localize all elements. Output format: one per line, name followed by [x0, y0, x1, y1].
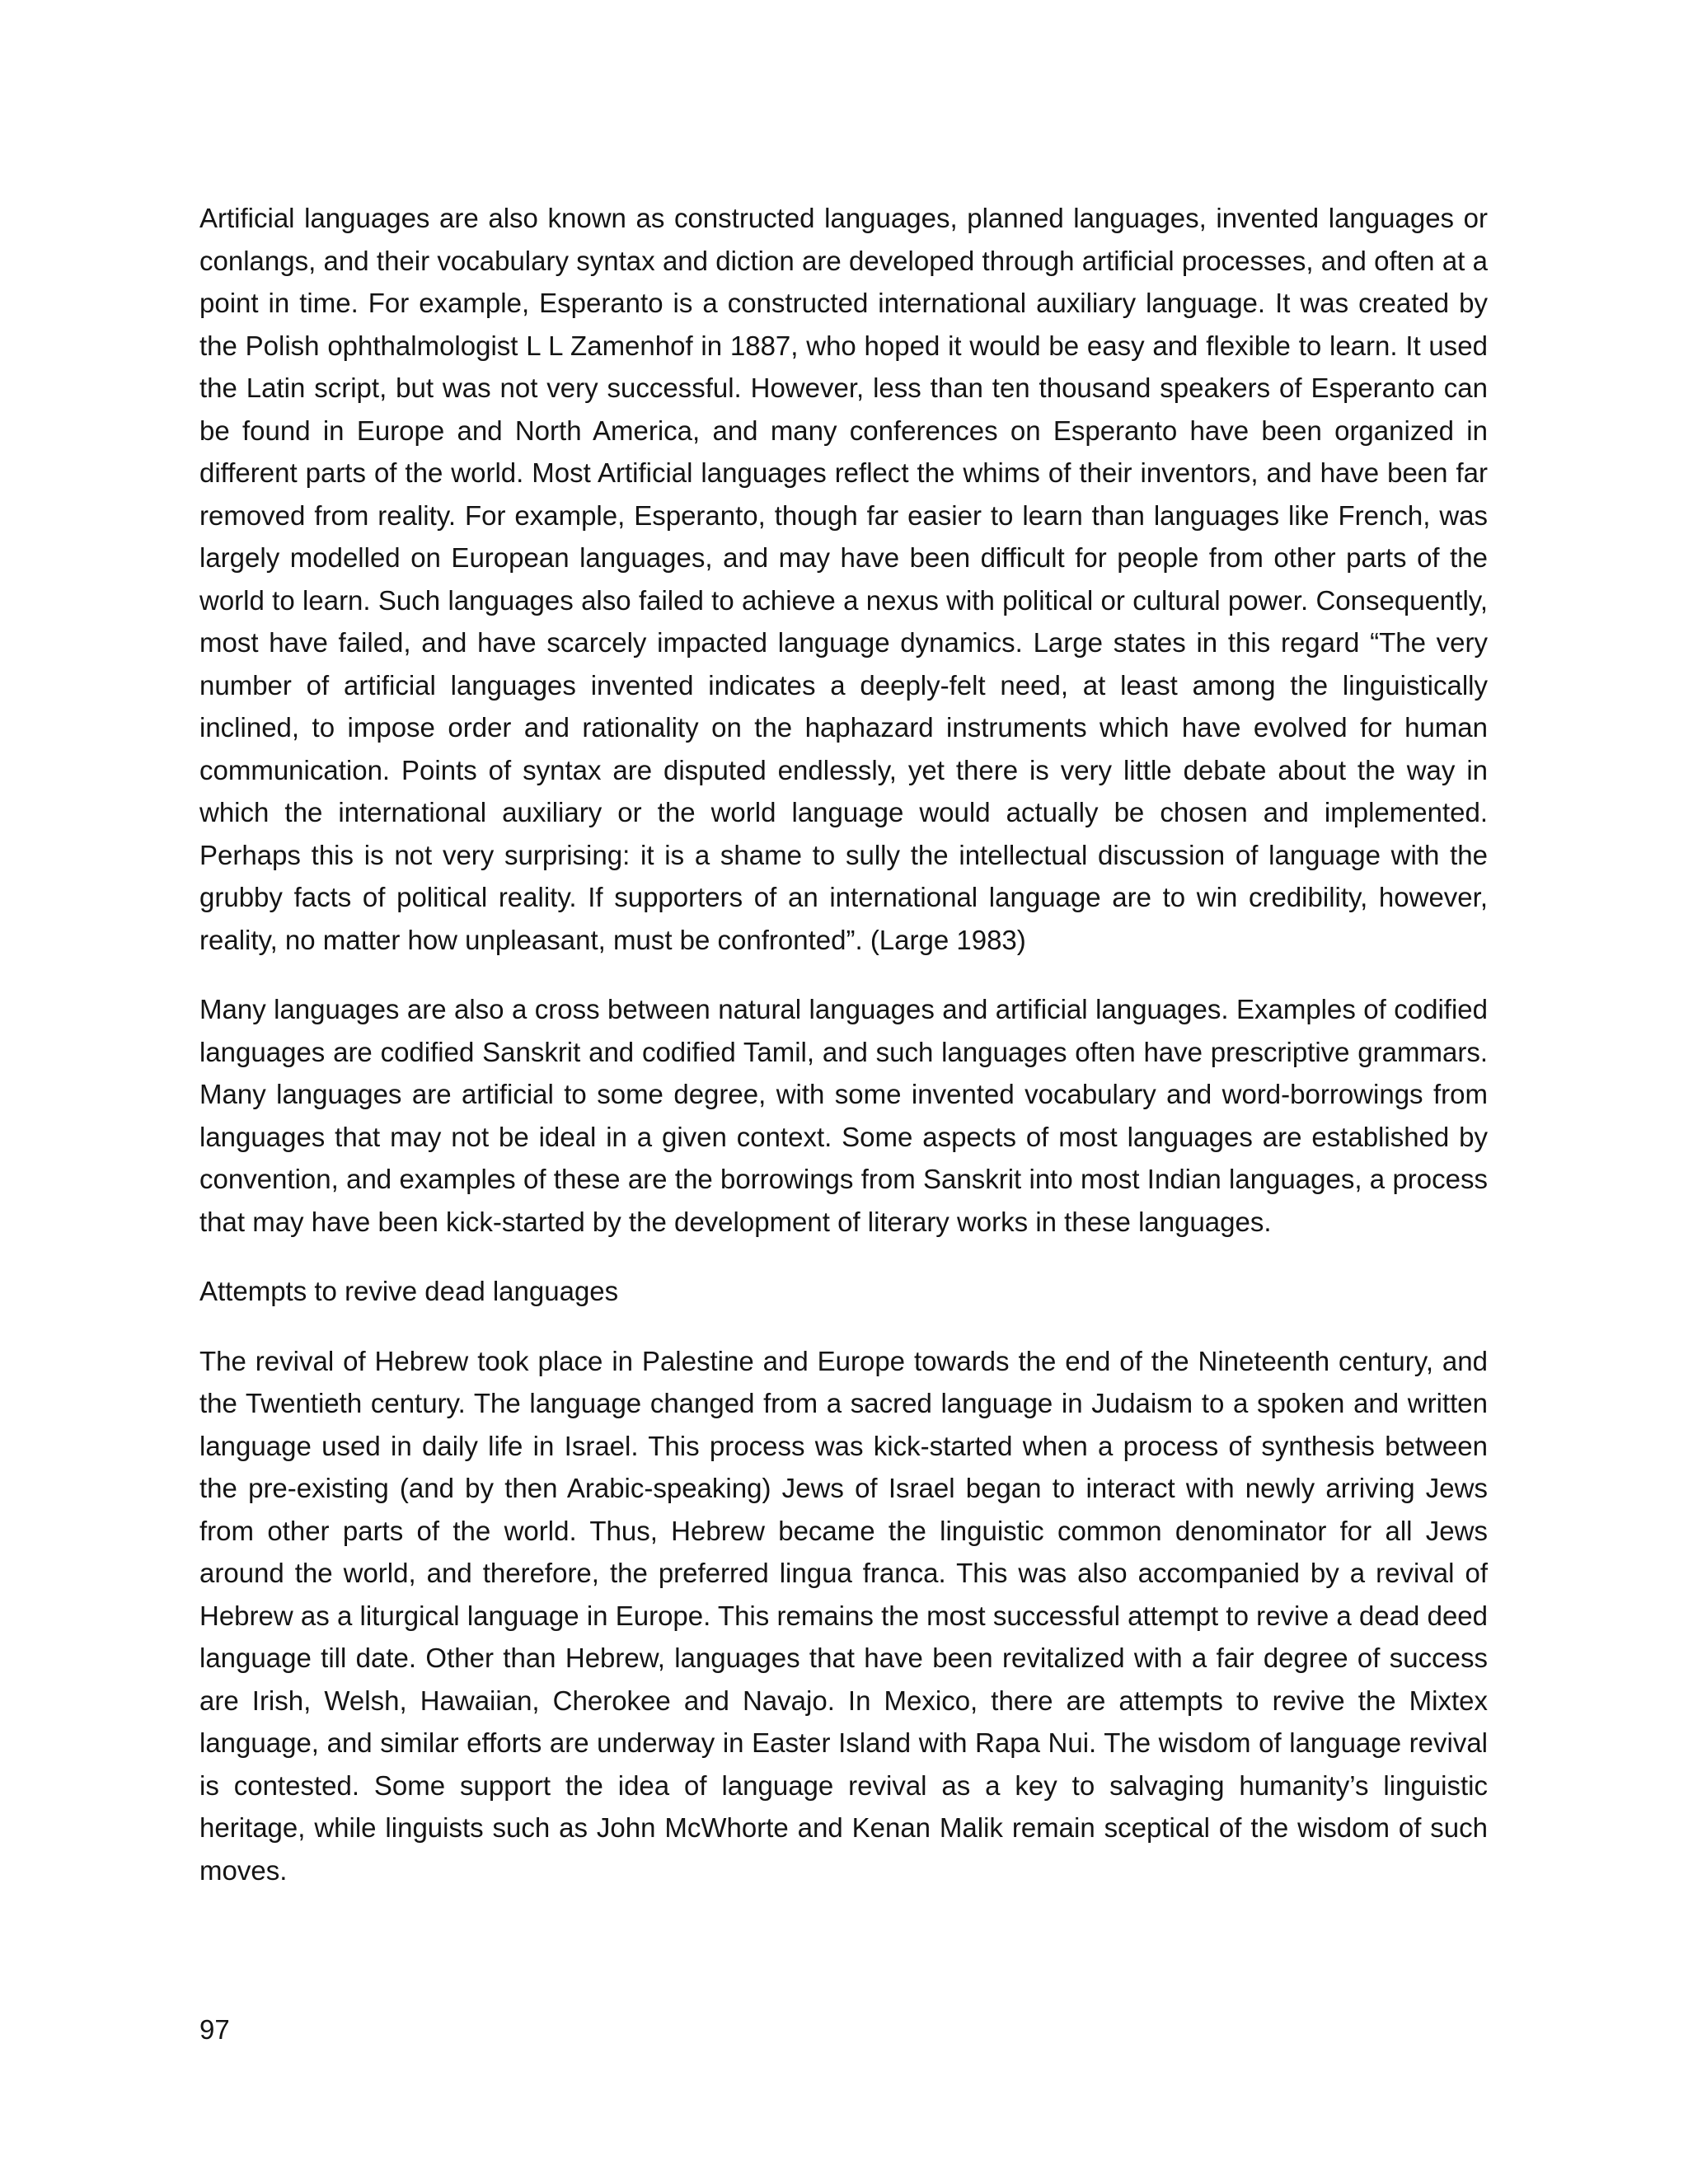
paragraph-hebrew-revival: The revival of Hebrew took place in Palestine and Europe towards the end of the Nineteenth century, and the Twentieth century. The language changed from a sacred language in Judaism to a spoken and written language used in daily life in Israel. This process was kick-started when a process of synthesis between the pre-existing (and by then Arabic-speaking) Jews of Israel began to interact with newly arriving Jews from other parts of the world. Thus, Hebrew became the linguistic common denominator for all Jews around the world, and therefore, the preferred lingua franca. This was also accompanied by a revival of Hebrew as a liturgical language in Europe. This remains the most successful attempt to revive a dead deed language till date. Other than Hebrew, languages that have been revitalized with a fair degree of success are Irish, Welsh, Hawaiian, Cherokee and Navajo. In Mexico, there are attempts to revive the Mixtex language, and similar efforts are underway in Easter Island with Rapa Nui. The wisdom of language revival is contested. Some support the idea of language revival as a key to salvaging humanity’s linguistic heritage, while linguists such as John McWhorte and Kenan Malik remain sceptical of the wisdom of such moves.: [199, 1345, 1488, 1886]
page-body: [199, 197, 1488, 1919]
section-heading: Attempts to revive dead languages: [199, 1276, 619, 1306]
page-number: 97: [199, 2014, 230, 2045]
paragraph-codified-languages: Many languages are also a cross between natural languages and artificial languages. Examples of codified languages are codified Sanskrit and codified Tamil, and such languages often have prescriptive grammars. Many languages are artificial to some degree, with some invented vocabulary and word-borrowings from languages that may not be ideal in a given context. Some aspects of most languages are established by convention, and examples of these are the borrowings from Sanskrit into most Indian languages, a process that may have been kick-started by the development of literary works in these languages.: [199, 994, 1488, 1237]
paragraph-artificial-languages: Artificial languages are also known as constructed languages, planned languages, invented languages or conlangs, and their vocabulary syntax and diction are developed through artificial processes, and often at a point in time. For example, Esperanto is a constructed international auxiliary language. It was created by the Polish ophthalmologist L L Zamenhof in 1887, who hoped it would be easy and flexible to learn. It used the Latin script, but was not very successful. However, less than ten thousand speakers of Esperanto can be found in Europe and North America, and many conferences on Esperanto have been organized in different parts of the world. Most Artificial languages reflect the whims of their inventors, and have been far removed from reality. For example, Esperanto, though far easier to learn than languages like French, was largely modelled on European languages, and may have been difficult for people from other parts of the world to learn. Such languages also failed to achieve a nexus with political or cultural power. Consequently, most have failed, and have scarcely impacted language dynamics. Large states in this regard “The very number of artificial languages invented indicates a deeply-felt need, at least among the linguistically inclined, to impose order and rationality on the haphazard instruments which have evolved for human communication. Points of syntax are disputed endlessly, yet there is very little debate about the way in which the international auxiliary or the world language would actually be chosen and implemented. Perhaps this is not very surprising: it is a shame to sully the intellectual discussion of language with the grubby facts of political reality. If supporters of an international language are to win credibility, however, reality, no matter how unpleasant, must be confronted”. (Large 1983): [199, 203, 1488, 955]
